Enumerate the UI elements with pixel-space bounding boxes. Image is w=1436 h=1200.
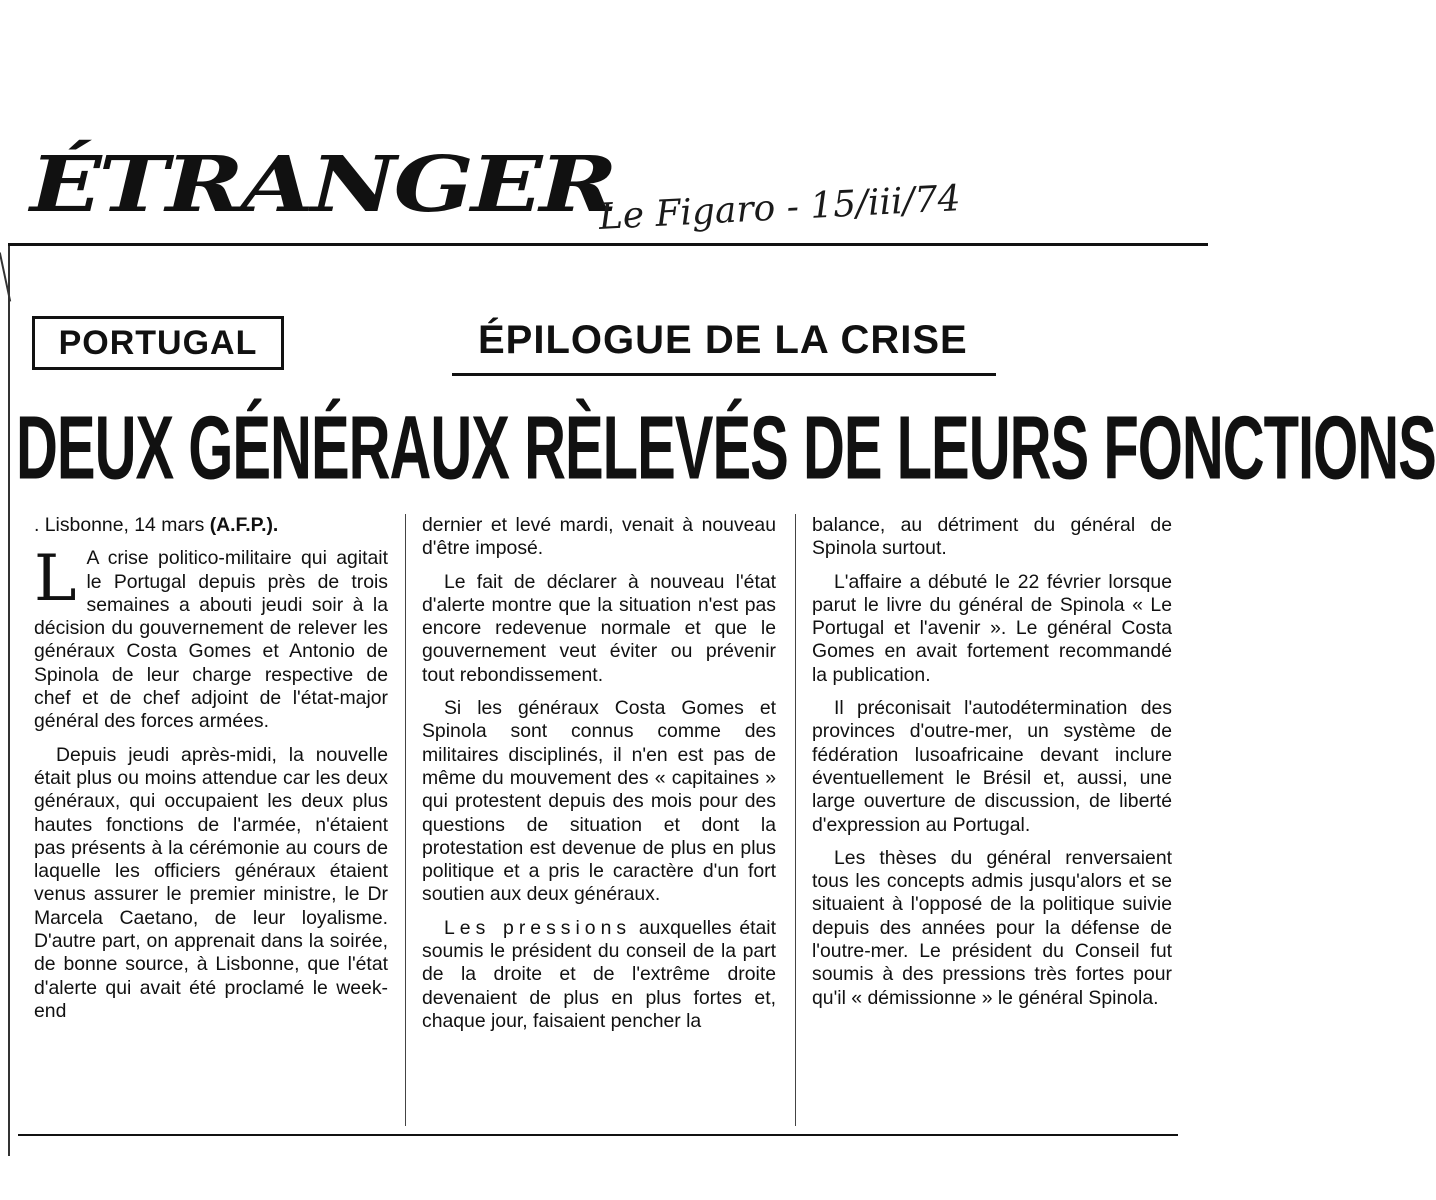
section-title: ÉTRANGER <box>30 139 615 230</box>
article-paragraph: Depuis jeudi après-midi, la nouvelle était plus ou moins attendue car les deux généraux, qui occupaient les deux plus hautes fonctions de l'armée, n'étaient pas présents à la cérémonie au cours de laquelle les officiers généraux étaient venus assurer le premier ministre, le Dr Marcela Caetano, de leur loyalisme. D'autre part, on apprenait dans la soirée, de bonne source, à Lisbonne, que l'état d'alerte qui avait été proclamé le week-end <box>34 743 388 1022</box>
article-paragraph: Les thèses du général renversaient tous les concepts admis jusqu'alors et se situaient à l'opposé de la politique suivie depuis des années pour la défense de l'outre-mer. Le président du Conseil fut soumis à des pressions très fortes pour qu'il « démissionne » le général Spinola. <box>812 846 1172 1009</box>
article-paragraph: L'affaire a débuté le 22 février lorsque parut le livre du général de Spinola « Le Portugal et l'avenir ». Le général Costa Gomes en avait fortement recommandé la publication. <box>812 570 1172 686</box>
spaced-text: Les pressions <box>444 916 632 939</box>
article-paragraph: dernier et levé mardi, venait à nouveau d'être imposé. <box>422 514 776 560</box>
handwritten-source-note: Le Figaro - 15/iii/74 <box>597 178 962 238</box>
paragraph-text: A crise politico-militaire qui agitait le Portugal depuis près de trois semaines a abouti jeudi soir à la décision du gouvernement de relever les généraux Costa Gomes et Antonio de Spinola de leur charge respective de chef et de chef adjoint de l'état-major général des forces armées. <box>34 547 388 733</box>
article-paragraph: Si les généraux Costa Gomes et Spinola sont connus comme des militaires disciplinés, il n'en est pas de même du mouvement des « capitaines » qui protestent depuis des mois pour des questions de situation et dont la protestation est devenue de plus en plus politique et a pris le caractère d'un fort soutien aux deux généraux. <box>422 697 776 906</box>
headline: DEUX GÉNÉRAUX RÈLEVÉS DE LEURS FONCTIONS <box>16 397 1436 499</box>
article-paragraph: balance, au détriment du général de Spinola surtout. <box>812 514 1172 560</box>
masthead-rule <box>8 243 1208 246</box>
dateline <box>34 514 388 537</box>
article-paragraph <box>422 917 776 1033</box>
article-column-3 <box>812 514 1172 1020</box>
article-paragraph <box>34 542 388 733</box>
article-paragraph: Le fait de déclarer à nouveau l'état d'alerte montre que la situation n'est pas encore redevenue normale et que le gouvernement veut éviter ou prévenir tout rebondissement. <box>422 570 776 686</box>
dateline-agency: (A.F.P.). <box>209 514 279 536</box>
paragraph-text: auxquelles était soumis le président du conseil de la part de la droite et de l'extrême droite devenaient de plus en plus fortes et, chaque jour, faisaient pencher la <box>422 916 776 1032</box>
kicker-title: ÉPILOGUE DE LA CRISE <box>478 318 968 362</box>
country-label-box <box>32 316 284 370</box>
article-column-1 <box>34 514 388 1033</box>
article-column-2 <box>422 514 776 1043</box>
left-margin-rule <box>8 246 10 1156</box>
dateline-place: . Lisbonne, 14 mars <box>34 514 210 536</box>
article-paragraph: Il préconisait l'autodétermination des provinces d'outre-mer, un système de fédération lusoafricaine devant inclure éventuellement le Brésil et, aussi, une large ouverture de discussion, de liberté d'expression au Portugal. <box>812 697 1172 836</box>
country-label: PORTUGAL <box>58 323 258 362</box>
column-divider-1 <box>405 514 406 1126</box>
kicker-underline <box>452 373 996 376</box>
drop-cap: L <box>34 542 77 617</box>
bottom-rule <box>18 1134 1178 1136</box>
column-divider-2 <box>795 514 796 1126</box>
